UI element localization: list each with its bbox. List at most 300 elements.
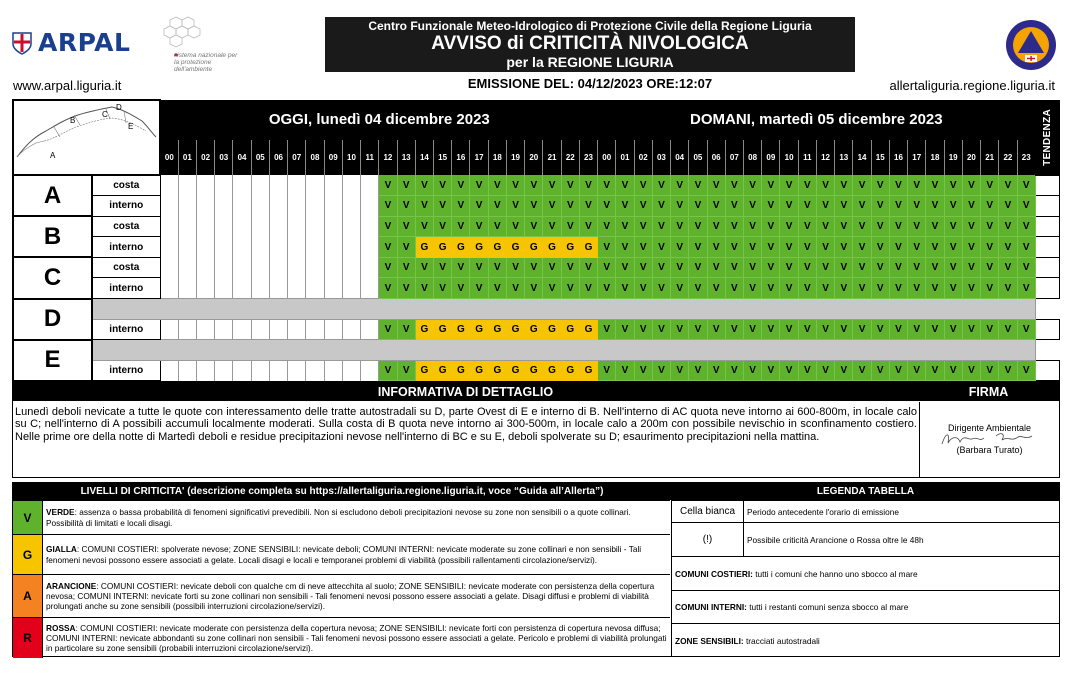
- level-cell: V: [397, 319, 415, 340]
- level-cell: V: [944, 175, 962, 196]
- hour-cell: 16: [452, 140, 470, 175]
- zone-letter: A: [13, 175, 92, 216]
- zone-letter: B: [13, 216, 92, 257]
- level-cell: V: [415, 278, 433, 299]
- level-cell: V: [744, 216, 762, 237]
- empty-cell: [178, 237, 196, 258]
- hour-cell: 22: [561, 140, 579, 175]
- level-cell: V: [634, 360, 652, 381]
- level-description: ARANCIONE: COMUNI COSTIERI: nevicate deboli con qualche cm di neve attecchita al suolo; ZONE SENSIBILI: nevicate moderate con persistenza della copertura nevosa; COMUNI INTERNI: nevicate forti su zone collinari non sensibili - Tali fenomeni nevosi possono essere associati a gelate. Disagi diffusi e problemi di viabilità prolungati anche su zone sensibili (possibili interruzioni circolazione/servizi).: [46, 580, 655, 612]
- level-cell: V: [944, 278, 962, 299]
- level-cell: V: [780, 216, 798, 237]
- level-cell: V: [397, 278, 415, 299]
- level-cell: V: [616, 175, 634, 196]
- zone-map: [13, 100, 160, 175]
- snpa-hexagon-icon: [160, 16, 210, 56]
- empty-cell: [306, 278, 324, 299]
- level-row: [13, 500, 670, 534]
- empty-cell: [306, 216, 324, 237]
- level-cell: V: [707, 216, 725, 237]
- empty-cell: [196, 257, 214, 278]
- level-cell: V: [853, 360, 871, 381]
- empty-cell: [215, 216, 233, 237]
- level-cell: V: [434, 216, 452, 237]
- empty-cell: [160, 278, 178, 299]
- level-cell: V: [616, 278, 634, 299]
- emission-date: EMISSIONE DEL: 04/12/2023 ORE:12:07: [467, 76, 713, 91]
- zone-letter: D: [13, 299, 92, 340]
- zone-letter: E: [13, 340, 92, 381]
- level-cell: V: [999, 360, 1017, 381]
- level-cell: G: [488, 319, 506, 340]
- level-cell: V: [981, 257, 999, 278]
- level-cell: V: [999, 319, 1017, 340]
- empty-cell: [215, 319, 233, 340]
- empty-cell: [233, 216, 251, 237]
- zone-letter: C: [13, 257, 92, 298]
- empty-cell: [178, 175, 196, 196]
- level-cell: V: [853, 278, 871, 299]
- level-cell: V: [926, 196, 944, 217]
- level-cell: V: [816, 257, 834, 278]
- level-cell: V: [999, 175, 1017, 196]
- empty-cell: [233, 237, 251, 258]
- level-cell: V: [889, 257, 907, 278]
- level-cell: V: [871, 319, 889, 340]
- level-cell: V: [506, 216, 524, 237]
- level-cell: G: [506, 360, 524, 381]
- level-cell: G: [452, 319, 470, 340]
- empty-cell: [160, 237, 178, 258]
- empty-cell: [251, 257, 269, 278]
- level-cell: V: [780, 175, 798, 196]
- level-cell: V: [944, 237, 962, 258]
- level-cell: V: [397, 196, 415, 217]
- level-cell: V: [397, 257, 415, 278]
- level-cell: V: [470, 196, 488, 217]
- level-cell: V: [689, 196, 707, 217]
- empty-cell: [361, 216, 379, 237]
- level-cell: V: [889, 237, 907, 258]
- level-cell: V: [452, 278, 470, 299]
- empty-cell: [324, 175, 342, 196]
- level-cell: V: [962, 319, 980, 340]
- empty-cell: [178, 196, 196, 217]
- hour-cell: 11: [361, 140, 379, 175]
- level-cell: V: [397, 175, 415, 196]
- level-cell: V: [780, 196, 798, 217]
- level-cell: V: [835, 216, 853, 237]
- level-cell: V: [762, 319, 780, 340]
- level-cell: V: [835, 175, 853, 196]
- level-cell: V: [926, 257, 944, 278]
- level-cell: V: [525, 196, 543, 217]
- level-cell: V: [962, 278, 980, 299]
- hour-cell: 13: [835, 140, 853, 175]
- level-cell: V: [889, 175, 907, 196]
- empty-cell: [306, 360, 324, 381]
- empty-cell: [342, 175, 360, 196]
- level-cell: V: [798, 175, 816, 196]
- empty-cell: [342, 216, 360, 237]
- level-cell: V: [671, 278, 689, 299]
- level-cell: V: [889, 216, 907, 237]
- level-cell: V: [707, 237, 725, 258]
- legend-value: Periodo antecedente l'orario di emissione: [747, 506, 899, 517]
- level-cell: V: [981, 216, 999, 237]
- level-cell: V: [561, 216, 579, 237]
- level-letter: V: [13, 501, 43, 534]
- level-cell: V: [379, 319, 397, 340]
- hour-cell: 06: [707, 140, 725, 175]
- level-cell: V: [452, 216, 470, 237]
- hour-cell: 09: [762, 140, 780, 175]
- criticity-grid: [12, 99, 1060, 382]
- legend-key: (!): [672, 523, 744, 556]
- empty-cell: [196, 237, 214, 258]
- level-cell: V: [525, 216, 543, 237]
- hour-cell: 18: [488, 140, 506, 175]
- grey-row: [92, 299, 1036, 320]
- level-cell: V: [488, 278, 506, 299]
- empty-cell: [269, 196, 287, 217]
- empty-cell: [269, 319, 287, 340]
- level-name: ROSSA: [46, 622, 76, 633]
- tendenza-cell: [1036, 196, 1060, 217]
- level-cell: V: [999, 216, 1017, 237]
- level-cell: V: [1017, 360, 1035, 381]
- level-cell: V: [999, 237, 1017, 258]
- level-cell: V: [908, 216, 926, 237]
- page-subtitle: per la REGIONE LIGURIA: [506, 54, 674, 70]
- level-cell: V: [598, 319, 616, 340]
- level-cell: V: [889, 196, 907, 217]
- level-cell: V: [707, 319, 725, 340]
- empty-cell: [361, 319, 379, 340]
- level-cell: V: [835, 196, 853, 217]
- hour-cell: 17: [908, 140, 926, 175]
- signature-scribble-icon: [938, 430, 1048, 448]
- hour-cell: 12: [379, 140, 397, 175]
- empty-cell: [251, 237, 269, 258]
- allerta-url-link[interactable]: allertaliguria.regione.liguria.it: [889, 78, 1055, 93]
- level-cell: V: [944, 216, 962, 237]
- empty-cell: [361, 257, 379, 278]
- hour-cell: 00: [160, 140, 178, 175]
- level-cell: G: [561, 360, 579, 381]
- level-cell: G: [561, 237, 579, 258]
- level-cell: V: [926, 175, 944, 196]
- arpal-url-link[interactable]: www.arpal.liguria.it: [13, 78, 122, 93]
- level-cell: V: [944, 319, 962, 340]
- page-title: AVVISO di CRITICITÀ NIVOLOGICA: [431, 33, 749, 54]
- legend-value: Possibile criticità Arancione o Rossa oltre le 48h: [747, 534, 924, 545]
- level-cell: V: [470, 216, 488, 237]
- info-text: Lunedì deboli nevicate a tutte le quote con interessamento delle tratte autostradali su D, parte Ovest di E e interno di B. Nell'interno di AC quota neve intorno ai 600-800m, in locale calo su C; nell'interno di A possibili accumuli localmente moderati. Sulla costa di B quota neve intorno ai 300-500m, in locale calo a 200m con possibile nevischio in sconfinamento costiero. Nelle prime ore della notte di Martedì deboli e residue precipitazioni nevose nell'interno di BC e su E, deboli spolverate su D; esaurimento precipitazioni nella mattina.: [15, 406, 917, 443]
- level-cell: V: [798, 319, 816, 340]
- empty-cell: [196, 175, 214, 196]
- level-letter: R: [13, 618, 43, 658]
- level-cell: V: [762, 196, 780, 217]
- legend-row: [671, 623, 1060, 657]
- level-cell: V: [981, 175, 999, 196]
- hour-cell: 04: [233, 140, 251, 175]
- level-cell: V: [634, 196, 652, 217]
- level-cell: V: [908, 175, 926, 196]
- empty-cell: [233, 257, 251, 278]
- level-cell: V: [744, 360, 762, 381]
- empty-cell: [215, 237, 233, 258]
- level-cell: V: [652, 257, 670, 278]
- level-cell: V: [926, 319, 944, 340]
- legend-row: [671, 590, 1060, 623]
- level-cell: V: [379, 196, 397, 217]
- level-cell: V: [434, 175, 452, 196]
- empty-cell: [178, 319, 196, 340]
- level-cell: V: [707, 278, 725, 299]
- hour-cell: 00: [598, 140, 616, 175]
- table-row: [13, 360, 1060, 381]
- level-cell: V: [488, 175, 506, 196]
- level-cell: V: [725, 257, 743, 278]
- level-cell: V: [889, 360, 907, 381]
- level-cell: V: [962, 237, 980, 258]
- level-cell: V: [744, 237, 762, 258]
- level-cell: V: [689, 319, 707, 340]
- level-cell: V: [926, 360, 944, 381]
- level-cell: V: [1017, 319, 1035, 340]
- empty-cell: [251, 360, 269, 381]
- empty-cell: [196, 360, 214, 381]
- level-cell: V: [434, 196, 452, 217]
- sub-zone-label: costa: [92, 257, 160, 278]
- empty-cell: [269, 237, 287, 258]
- legend-term: COMUNI COSTIERI:: [675, 568, 753, 579]
- empty-cell: [178, 257, 196, 278]
- level-cell: V: [707, 175, 725, 196]
- sub-zone-label: interno: [92, 360, 160, 381]
- level-cell: V: [981, 278, 999, 299]
- empty-cell: [288, 257, 306, 278]
- level-cell: V: [616, 216, 634, 237]
- level-cell: V: [999, 278, 1017, 299]
- empty-cell: [324, 360, 342, 381]
- level-cell: V: [671, 175, 689, 196]
- legend-definition: ZONE SENSIBILI: tracciati autostradali: [675, 635, 820, 646]
- level-cell: V: [598, 175, 616, 196]
- hour-cell: 14: [853, 140, 871, 175]
- level-cell: V: [944, 360, 962, 381]
- level-cell: V: [816, 175, 834, 196]
- empty-cell: [269, 360, 287, 381]
- empty-cell: [288, 196, 306, 217]
- table-row: [13, 319, 1060, 340]
- info-section: [12, 381, 1060, 478]
- level-cell: V: [816, 360, 834, 381]
- level-cell: V: [725, 196, 743, 217]
- level-cell: V: [616, 237, 634, 258]
- empty-cell: [324, 319, 342, 340]
- legend-row: [671, 556, 1060, 590]
- level-cell: V: [525, 175, 543, 196]
- firma-box: [919, 402, 1059, 477]
- hour-cell: 08: [744, 140, 762, 175]
- empty-cell: [288, 278, 306, 299]
- level-cell: V: [379, 216, 397, 237]
- level-cell: V: [671, 216, 689, 237]
- level-cell: V: [798, 196, 816, 217]
- level-cell: V: [962, 360, 980, 381]
- level-cell: V: [579, 278, 597, 299]
- empty-cell: [288, 237, 306, 258]
- arpal-logo-text: ARPAL: [38, 28, 131, 57]
- levels-title: LIVELLI DI CRITICITA' (descrizione completa su https://allertaliguria.regione.liguria.it, voce “Guida all’Allerta”): [80, 486, 604, 497]
- level-cell: V: [926, 216, 944, 237]
- level-cell: G: [525, 237, 543, 258]
- level-cell: V: [598, 196, 616, 217]
- table-row: [13, 340, 1060, 361]
- hour-cell: 15: [871, 140, 889, 175]
- empty-cell: [361, 175, 379, 196]
- level-cell: V: [871, 175, 889, 196]
- level-cell: V: [598, 237, 616, 258]
- legend-definition: COMUNI INTERNI: tutti i restanti comuni senza sbocco al mare: [675, 602, 909, 612]
- hour-cell: 14: [415, 140, 433, 175]
- level-cell: V: [816, 216, 834, 237]
- hour-cell: 03: [652, 140, 670, 175]
- level-cell: G: [579, 237, 597, 258]
- hour-cell: 07: [725, 140, 743, 175]
- sub-zone-label: interno: [92, 196, 160, 217]
- level-cell: V: [579, 216, 597, 237]
- level-cell: V: [652, 319, 670, 340]
- level-cell: V: [835, 278, 853, 299]
- level-cell: V: [871, 360, 889, 381]
- level-cell: V: [1017, 257, 1035, 278]
- level-cell: V: [470, 257, 488, 278]
- grey-row: [92, 340, 1036, 361]
- empty-cell: [288, 360, 306, 381]
- legend-term: ZONE SENSIBILI:: [675, 635, 744, 646]
- empty-cell: [269, 216, 287, 237]
- table-row: [13, 299, 1060, 320]
- empty-cell: [288, 216, 306, 237]
- map-zone-label: D: [116, 103, 122, 112]
- level-cell: V: [962, 257, 980, 278]
- level-cell: G: [415, 360, 433, 381]
- level-cell: V: [579, 175, 597, 196]
- hour-cell: 15: [434, 140, 452, 175]
- level-cell: V: [506, 278, 524, 299]
- hour-cell: 02: [196, 140, 214, 175]
- level-cell: V: [780, 257, 798, 278]
- empty-cell: [306, 196, 324, 217]
- level-cell: V: [561, 278, 579, 299]
- level-cell: V: [689, 257, 707, 278]
- level-cell: V: [853, 175, 871, 196]
- level-cell: V: [853, 216, 871, 237]
- level-cell: V: [762, 257, 780, 278]
- hour-cell: 18: [926, 140, 944, 175]
- hour-cell: 10: [342, 140, 360, 175]
- sub-zone-label: costa: [92, 216, 160, 237]
- level-cell: V: [379, 278, 397, 299]
- level-cell: V: [543, 278, 561, 299]
- level-cell: V: [816, 278, 834, 299]
- table-row: [13, 237, 1060, 258]
- info-title: INFORMATIVA DI DETTAGLIO: [377, 385, 554, 399]
- level-cell: V: [379, 175, 397, 196]
- empty-cell: [196, 278, 214, 299]
- level-cell: G: [506, 319, 524, 340]
- level-cell: V: [780, 360, 798, 381]
- level-description: GIALLA: COMUNI COSTIERI: spolverate nevose; ZONE SENSIBILI: nevicate deboli; COMUNI INTERNI: nevicate moderate su zone collinari e non sensibili - Tali fenomeni nevosi possono essere associati a gelate. Locali disagi e locali e temporanei problemi di viabilità (possibili rallentamenti circolazione/servizi).: [46, 544, 642, 565]
- hour-cell: 01: [616, 140, 634, 175]
- level-cell: V: [835, 257, 853, 278]
- level-cell: V: [598, 278, 616, 299]
- tendenza-cell: [1036, 175, 1060, 196]
- tendenza-cell: [1036, 319, 1060, 340]
- hour-cell: 07: [288, 140, 306, 175]
- empty-cell: [324, 257, 342, 278]
- tomorrow-header: DOMANI, martedì 05 dicembre 2023: [598, 100, 1036, 140]
- empty-cell: [342, 196, 360, 217]
- level-cell: V: [816, 237, 834, 258]
- sub-zone-label: interno: [92, 319, 160, 340]
- level-row: [13, 534, 670, 574]
- level-row: [13, 574, 670, 617]
- level-cell: V: [689, 237, 707, 258]
- level-cell: G: [579, 360, 597, 381]
- level-cell: V: [981, 319, 999, 340]
- empty-cell: [251, 319, 269, 340]
- empty-cell: [233, 360, 251, 381]
- legend-table-title: LEGENDA TABELLA: [816, 486, 915, 497]
- level-cell: V: [762, 237, 780, 258]
- level-cell: V: [725, 360, 743, 381]
- level-cell: V: [543, 257, 561, 278]
- level-cell: V: [744, 319, 762, 340]
- level-cell: G: [525, 319, 543, 340]
- level-cell: V: [598, 216, 616, 237]
- level-cell: V: [744, 175, 762, 196]
- hour-cell: 10: [780, 140, 798, 175]
- level-letter: G: [13, 535, 43, 574]
- level-cell: V: [506, 196, 524, 217]
- level-cell: V: [379, 360, 397, 381]
- empty-cell: [361, 237, 379, 258]
- empty-cell: [288, 175, 306, 196]
- level-cell: V: [908, 278, 926, 299]
- level-cell: V: [652, 175, 670, 196]
- level-cell: V: [689, 175, 707, 196]
- hour-cell: 20: [525, 140, 543, 175]
- level-cell: V: [944, 257, 962, 278]
- level-name: ARANCIONE: [46, 580, 97, 591]
- empty-cell: [342, 360, 360, 381]
- level-cell: G: [506, 237, 524, 258]
- level-cell: V: [762, 360, 780, 381]
- hour-cell: 17: [470, 140, 488, 175]
- level-cell: V: [835, 360, 853, 381]
- table-row: [13, 216, 1060, 237]
- legend-definition: COMUNI COSTIERI: tutti i comuni che hanno uno sbocco al mare: [675, 568, 918, 579]
- level-cell: V: [981, 196, 999, 217]
- level-cell: V: [525, 278, 543, 299]
- empty-cell: [215, 278, 233, 299]
- empty-cell: [361, 196, 379, 217]
- level-cell: V: [762, 278, 780, 299]
